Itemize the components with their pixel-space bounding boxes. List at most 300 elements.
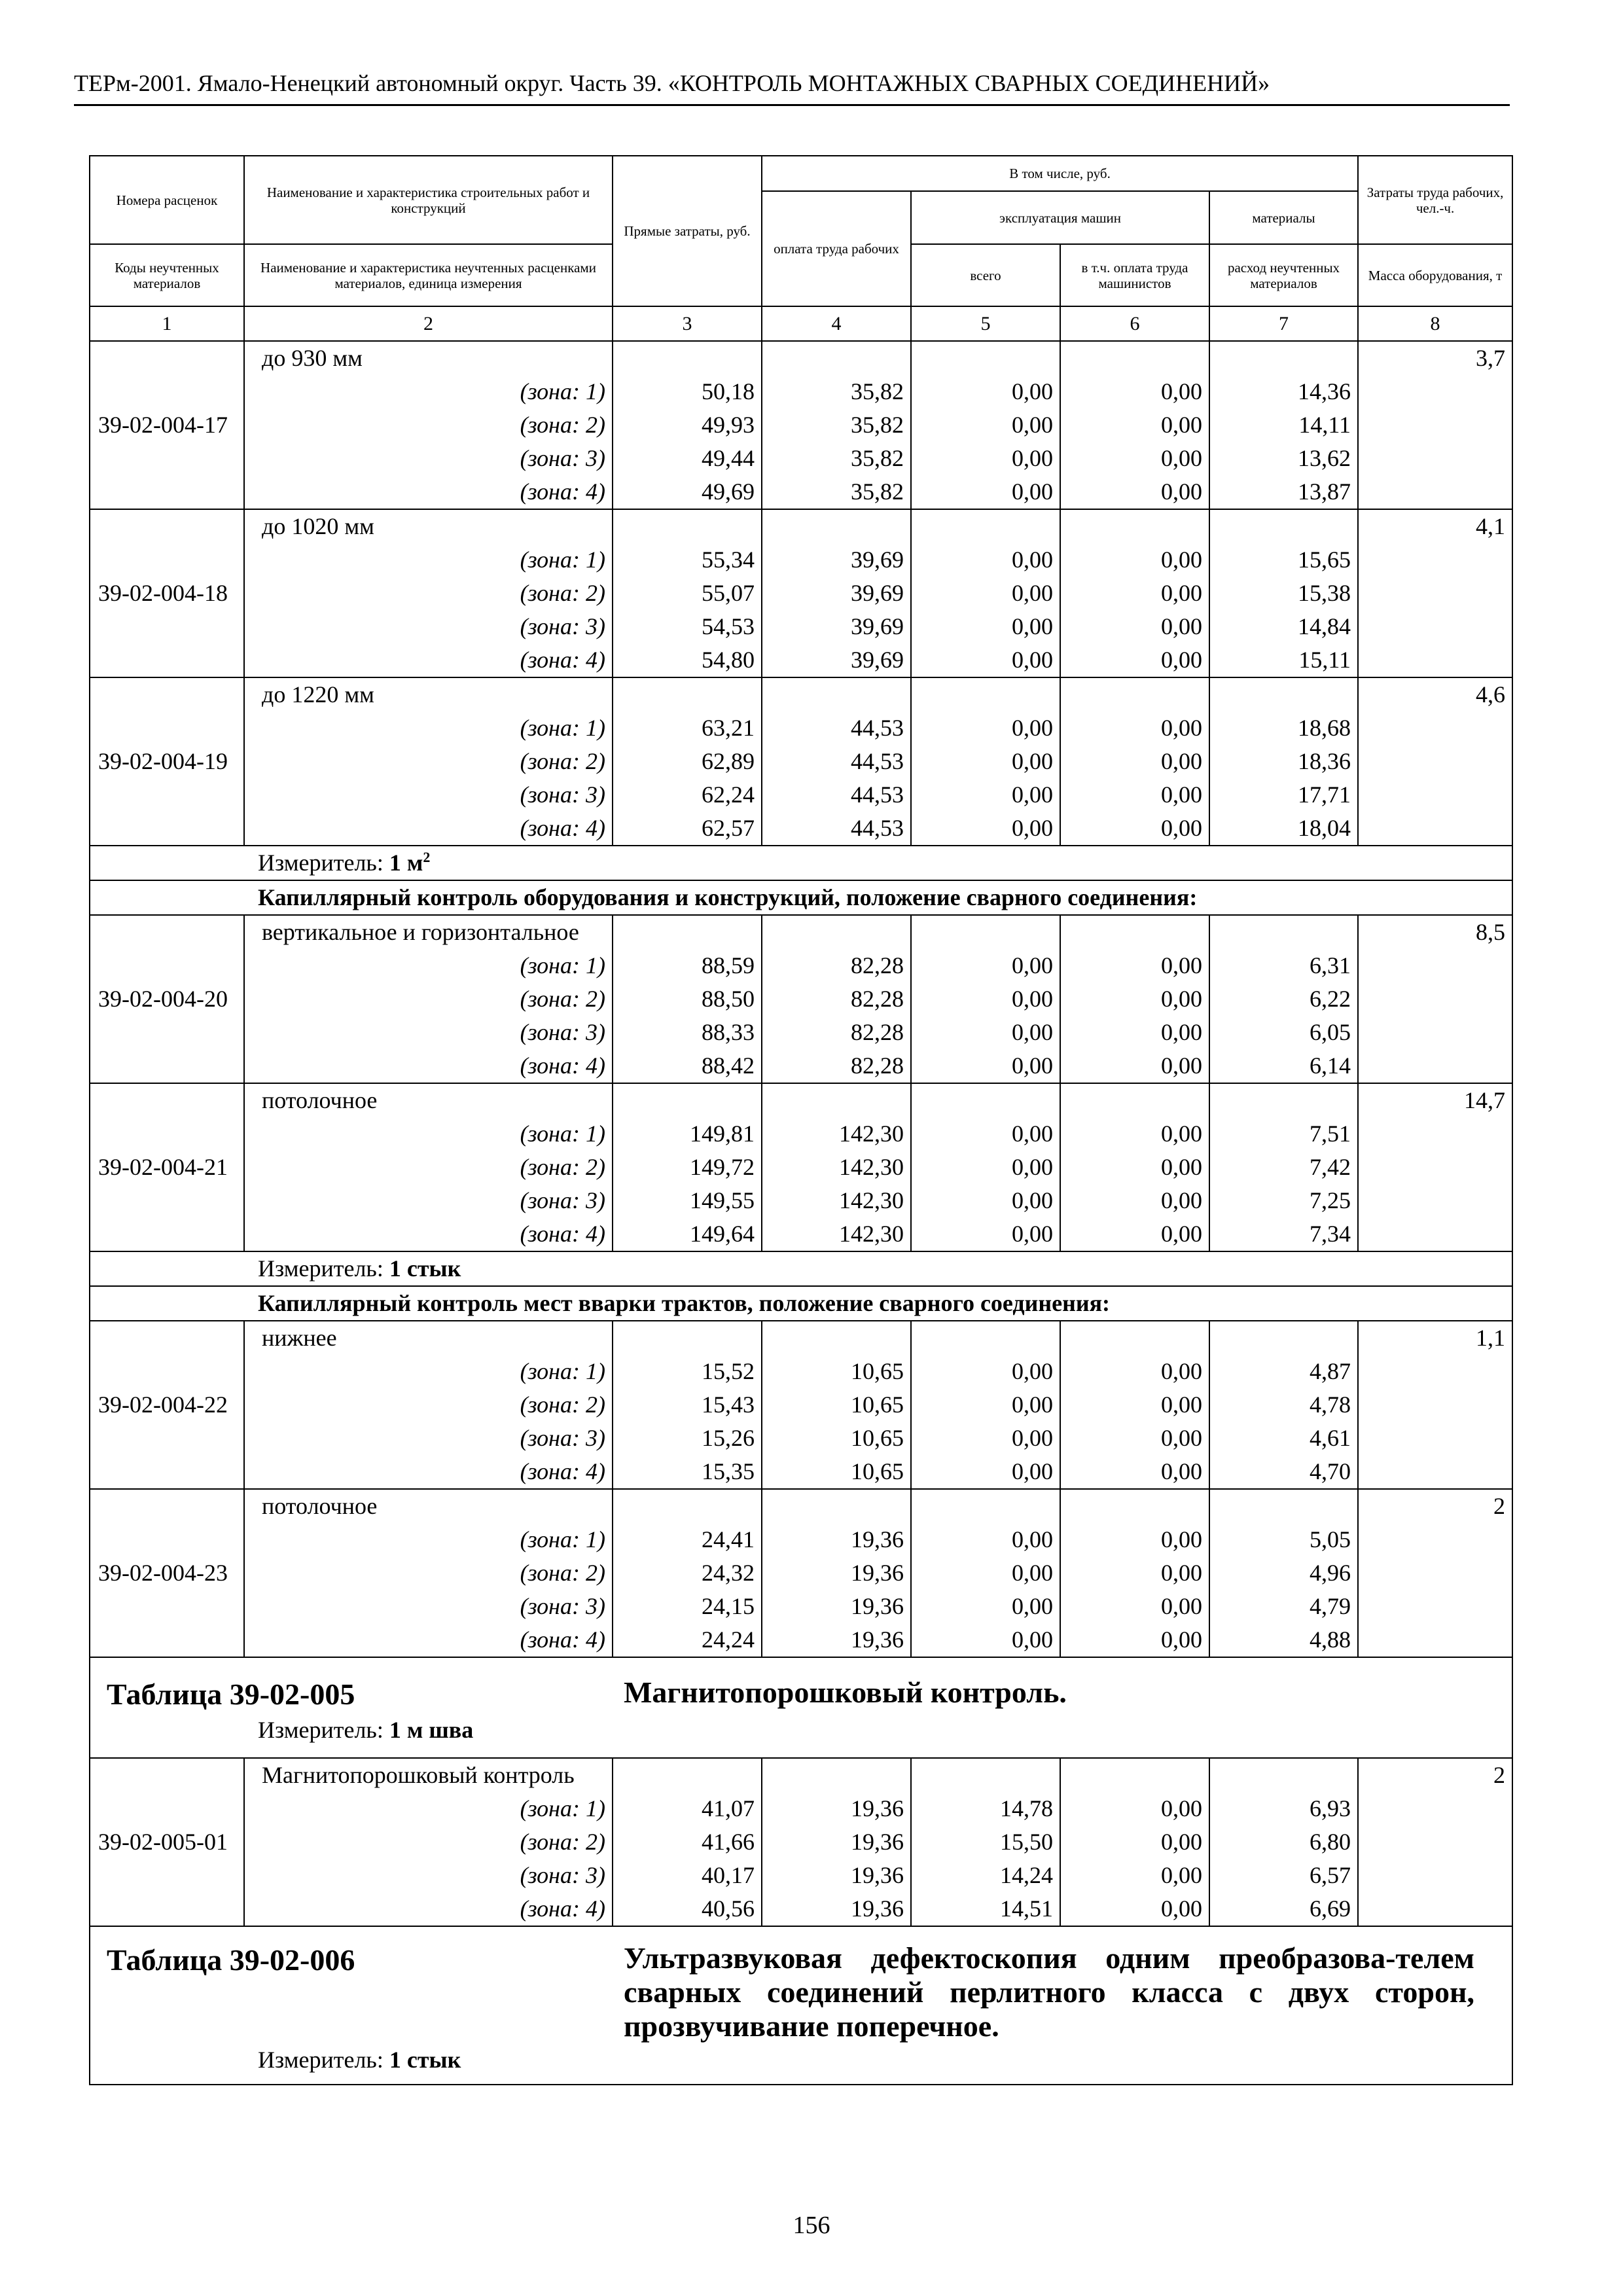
machines-labor-pay: 0,00 xyxy=(1060,1455,1209,1489)
labor-cost: 14,7 xyxy=(1358,1083,1512,1251)
zone-row xyxy=(90,577,1512,610)
materials: 7,51 xyxy=(1209,1117,1358,1151)
machines-labor-pay: 0,00 xyxy=(1060,1623,1209,1657)
direct-cost: 49,69 xyxy=(613,475,762,509)
col-number: 5 xyxy=(911,306,1060,341)
machines-total: 0,00 xyxy=(911,442,1060,475)
materials: 18,68 xyxy=(1209,711,1358,745)
labor-cost: 4,1 xyxy=(1358,509,1512,677)
direct-cost: 62,57 xyxy=(613,812,762,846)
machines-total: 0,00 xyxy=(911,610,1060,643)
machines-total: 0,00 xyxy=(911,1455,1060,1489)
zone-label: (зона: 2) xyxy=(244,982,613,1016)
measure-exponent: 2 xyxy=(423,849,431,865)
labor-cost: 1,1 xyxy=(1358,1321,1512,1489)
measure-value: 1 м шва xyxy=(389,1716,474,1743)
zone-row xyxy=(90,1016,1512,1049)
zone-row xyxy=(90,982,1512,1016)
direct-cost: 149,81 xyxy=(613,1117,762,1151)
machines-total: 0,00 xyxy=(911,543,1060,577)
materials: 6,93 xyxy=(1209,1792,1358,1825)
zone-row xyxy=(90,1792,1512,1825)
zone-label: (зона: 3) xyxy=(244,610,613,643)
col-number: 3 xyxy=(613,306,762,341)
direct-cost: 24,24 xyxy=(613,1623,762,1657)
col-machines-total-header: всего xyxy=(911,244,1060,306)
machines-total: 0,00 xyxy=(911,982,1060,1016)
section-row xyxy=(90,880,1512,915)
zone-label: (зона: 2) xyxy=(244,1556,613,1590)
empty-cell xyxy=(1209,509,1358,543)
machines-total: 0,00 xyxy=(911,1151,1060,1184)
empty-cell xyxy=(1060,677,1209,711)
labor-pay: 10,65 xyxy=(762,1355,911,1388)
materials: 17,71 xyxy=(1209,778,1358,812)
zone-row xyxy=(90,1184,1512,1217)
empty-cell xyxy=(911,1758,1060,1792)
labor-pay: 10,65 xyxy=(762,1422,911,1455)
zone-row xyxy=(90,543,1512,577)
machines-labor-pay: 0,00 xyxy=(1060,1892,1209,1926)
zone-label: (зона: 2) xyxy=(244,408,613,442)
empty-cell xyxy=(911,1321,1060,1355)
materials: 13,62 xyxy=(1209,442,1358,475)
zone-label: (зона: 4) xyxy=(244,1623,613,1657)
machines-labor-pay: 0,00 xyxy=(1060,577,1209,610)
materials: 4,88 xyxy=(1209,1623,1358,1657)
empty-cell xyxy=(762,509,911,543)
zone-label: (зона: 3) xyxy=(244,442,613,475)
materials: 6,05 xyxy=(1209,1016,1358,1049)
labor-pay: 19,36 xyxy=(762,1556,911,1590)
empty-cell xyxy=(762,341,911,375)
labor-pay: 39,69 xyxy=(762,543,911,577)
machines-total: 14,51 xyxy=(911,1892,1060,1926)
measure-line xyxy=(90,1713,1512,1747)
col-name-header: Наименование и характеристика строительных работ и конструкций xyxy=(244,156,613,244)
direct-cost: 88,33 xyxy=(613,1016,762,1049)
empty-cell xyxy=(613,1321,762,1355)
table-name: Магнитопорошковый контроль. xyxy=(624,1675,1067,1709)
zone-row xyxy=(90,1388,1512,1422)
labor-pay: 10,65 xyxy=(762,1455,911,1489)
zone-label: (зона: 2) xyxy=(244,745,613,778)
zone-label: (зона: 1) xyxy=(244,543,613,577)
rate-code: 39-02-004-18 xyxy=(90,509,244,677)
zone-row xyxy=(90,1623,1512,1657)
measure-cell xyxy=(90,846,1512,880)
labor-pay: 39,69 xyxy=(762,577,911,610)
machines-labor-pay: 0,00 xyxy=(1060,711,1209,745)
empty-cell xyxy=(911,509,1060,543)
labor-pay: 19,36 xyxy=(762,1590,911,1623)
col-materials-unaccounted-header: расход неучтенных материалов xyxy=(1209,244,1358,306)
labor-pay: 44,53 xyxy=(762,745,911,778)
zone-label: (зона: 1) xyxy=(244,375,613,408)
materials: 18,36 xyxy=(1209,745,1358,778)
rate-description: потолочное xyxy=(244,1083,613,1117)
labor-pay: 10,65 xyxy=(762,1388,911,1422)
labor-pay: 82,28 xyxy=(762,982,911,1016)
table-title-wrap xyxy=(90,1669,1512,1713)
machines-labor-pay: 0,00 xyxy=(1060,1184,1209,1217)
materials: 6,14 xyxy=(1209,1049,1358,1083)
zone-row xyxy=(90,1859,1512,1892)
labor-pay: 44,53 xyxy=(762,711,911,745)
materials: 14,11 xyxy=(1209,408,1358,442)
machines-total: 0,00 xyxy=(911,643,1060,677)
zone-label: (зона: 3) xyxy=(244,1590,613,1623)
machines-total: 0,00 xyxy=(911,1388,1060,1422)
labor-pay: 19,36 xyxy=(762,1892,911,1926)
empty-cell xyxy=(762,1489,911,1523)
table-title-row xyxy=(90,1926,1512,2085)
empty-cell xyxy=(911,1489,1060,1523)
direct-cost: 55,07 xyxy=(613,577,762,610)
table-number: Таблица 39-02-005 xyxy=(107,1677,355,1711)
empty-cell xyxy=(762,1758,911,1792)
labor-pay: 142,30 xyxy=(762,1184,911,1217)
rate-description: до 1020 мм xyxy=(244,509,613,543)
labor-pay: 82,28 xyxy=(762,949,911,982)
empty-cell xyxy=(911,915,1060,949)
col-code-alt-header: Коды неучтенных материалов xyxy=(90,244,244,306)
zone-label: (зона: 4) xyxy=(244,1455,613,1489)
zone-row xyxy=(90,1590,1512,1623)
direct-cost: 49,93 xyxy=(613,408,762,442)
group-title-row xyxy=(90,341,1512,375)
zone-row xyxy=(90,949,1512,982)
document-header: ТЕРм-2001. Ямало-Ненецкий автономный округ. Часть 39. «КОНТРОЛЬ МОНТАЖНЫХ СВАРНЫХ СОЕДИНЕНИЙ» xyxy=(74,60,1510,106)
measure-value: 1 стык xyxy=(389,2046,461,2073)
zone-label: (зона: 2) xyxy=(244,1388,613,1422)
direct-cost: 62,89 xyxy=(613,745,762,778)
zone-row xyxy=(90,375,1512,408)
zone-row xyxy=(90,1422,1512,1455)
empty-cell xyxy=(1209,1083,1358,1117)
zone-label: (зона: 3) xyxy=(244,1422,613,1455)
zone-row xyxy=(90,745,1512,778)
materials: 6,57 xyxy=(1209,1859,1358,1892)
zone-row xyxy=(90,1355,1512,1388)
machines-total: 14,24 xyxy=(911,1859,1060,1892)
machines-total: 0,00 xyxy=(911,577,1060,610)
col-number: 2 xyxy=(244,306,613,341)
labor-pay: 19,36 xyxy=(762,1523,911,1556)
empty-cell xyxy=(762,677,911,711)
zone-row xyxy=(90,1825,1512,1859)
machines-labor-pay: 0,00 xyxy=(1060,375,1209,408)
direct-cost: 15,26 xyxy=(613,1422,762,1455)
labor-cost: 4,6 xyxy=(1358,677,1512,846)
measure-line xyxy=(90,2043,1512,2077)
empty-cell xyxy=(1209,677,1358,711)
empty-cell xyxy=(1060,1321,1209,1355)
materials: 7,34 xyxy=(1209,1217,1358,1251)
measure-label: Измеритель: xyxy=(258,1716,383,1743)
zone-row xyxy=(90,475,1512,509)
direct-cost: 149,72 xyxy=(613,1151,762,1184)
rate-code: 39-02-004-23 xyxy=(90,1489,244,1657)
empty-cell xyxy=(613,1083,762,1117)
direct-cost: 24,32 xyxy=(613,1556,762,1590)
col-number: 8 xyxy=(1358,306,1512,341)
materials: 7,25 xyxy=(1209,1184,1358,1217)
materials: 4,79 xyxy=(1209,1590,1358,1623)
labor-cost: 2 xyxy=(1358,1758,1512,1926)
zone-label: (зона: 4) xyxy=(244,475,613,509)
zone-row xyxy=(90,1049,1512,1083)
empty-cell xyxy=(613,341,762,375)
empty-cell xyxy=(762,915,911,949)
labor-pay: 35,82 xyxy=(762,442,911,475)
labor-pay: 39,69 xyxy=(762,643,911,677)
labor-pay: 142,30 xyxy=(762,1117,911,1151)
labor-cost: 8,5 xyxy=(1358,915,1512,1083)
direct-cost: 41,07 xyxy=(613,1792,762,1825)
machines-labor-pay: 0,00 xyxy=(1060,812,1209,846)
empty-cell xyxy=(1209,1321,1358,1355)
empty-cell xyxy=(1060,1489,1209,1523)
materials: 5,05 xyxy=(1209,1523,1358,1556)
zone-label: (зона: 1) xyxy=(244,949,613,982)
col-direct-header: Прямые затраты, руб. xyxy=(613,156,762,306)
machines-labor-pay: 0,00 xyxy=(1060,1422,1209,1455)
group-title-row xyxy=(90,1758,1512,1792)
machines-labor-pay: 0,00 xyxy=(1060,643,1209,677)
price-table xyxy=(89,155,1513,2085)
zone-row xyxy=(90,1117,1512,1151)
rate-code: 39-02-004-19 xyxy=(90,677,244,846)
materials: 18,04 xyxy=(1209,812,1358,846)
group-title-row xyxy=(90,915,1512,949)
empty-cell xyxy=(1060,1758,1209,1792)
col-number: 4 xyxy=(762,306,911,341)
machines-labor-pay: 0,00 xyxy=(1060,543,1209,577)
zone-label: (зона: 3) xyxy=(244,1859,613,1892)
direct-cost: 24,15 xyxy=(613,1590,762,1623)
empty-cell xyxy=(911,1083,1060,1117)
measure-row xyxy=(90,846,1512,880)
machines-labor-pay: 0,00 xyxy=(1060,778,1209,812)
zone-row xyxy=(90,1892,1512,1926)
materials: 15,11 xyxy=(1209,643,1358,677)
group-title-row xyxy=(90,677,1512,711)
col-number: 1 xyxy=(90,306,244,341)
machines-total: 0,00 xyxy=(911,949,1060,982)
zone-label: (зона: 1) xyxy=(244,1117,613,1151)
direct-cost: 63,21 xyxy=(613,711,762,745)
table-name: Ультразвуковая дефектоскопия одним преобразова-телем сварных соединений перлитного класса с двух сторон, прозвучивание поперечное. xyxy=(624,1941,1474,2043)
labor-pay: 19,36 xyxy=(762,1792,911,1825)
machines-labor-pay: 0,00 xyxy=(1060,1016,1209,1049)
machines-total: 0,00 xyxy=(911,1623,1060,1657)
measure-row xyxy=(90,1251,1512,1286)
machines-labor-pay: 0,00 xyxy=(1060,1556,1209,1590)
table-title-cell xyxy=(90,1657,1512,1758)
materials: 6,31 xyxy=(1209,949,1358,982)
direct-cost: 40,17 xyxy=(613,1859,762,1892)
empty-cell xyxy=(613,677,762,711)
empty-cell xyxy=(613,509,762,543)
rate-description: до 930 мм xyxy=(244,341,613,375)
section-title: Капиллярный контроль мест вварки трактов, положение сварного соединения: xyxy=(90,1286,1512,1321)
machines-labor-pay: 0,00 xyxy=(1060,982,1209,1016)
empty-cell xyxy=(1209,1489,1358,1523)
empty-cell xyxy=(762,1321,911,1355)
rate-description: Магнитопорошковый контроль xyxy=(244,1758,613,1792)
rate-description: до 1220 мм xyxy=(244,677,613,711)
rate-code: 39-02-004-21 xyxy=(90,1083,244,1251)
labor-pay: 19,36 xyxy=(762,1623,911,1657)
zone-row xyxy=(90,442,1512,475)
empty-cell xyxy=(1060,1083,1209,1117)
materials: 4,70 xyxy=(1209,1455,1358,1489)
zone-label: (зона: 4) xyxy=(244,1049,613,1083)
materials: 4,61 xyxy=(1209,1422,1358,1455)
direct-cost: 41,66 xyxy=(613,1825,762,1859)
zone-row xyxy=(90,812,1512,846)
direct-cost: 55,34 xyxy=(613,543,762,577)
empty-cell xyxy=(1209,341,1358,375)
machines-total: 0,00 xyxy=(911,711,1060,745)
measure-value: 1 м xyxy=(389,850,423,876)
labor-pay: 44,53 xyxy=(762,778,911,812)
machines-labor-pay: 0,00 xyxy=(1060,1523,1209,1556)
page-number: 156 xyxy=(793,2212,830,2239)
empty-cell xyxy=(911,341,1060,375)
zone-label: (зона: 1) xyxy=(244,711,613,745)
empty-cell xyxy=(1060,509,1209,543)
machines-total: 0,00 xyxy=(911,1422,1060,1455)
rate-code: 39-02-004-22 xyxy=(90,1321,244,1489)
zone-label: (зона: 4) xyxy=(244,1892,613,1926)
zone-label: (зона: 2) xyxy=(244,1151,613,1184)
section-title: Капиллярный контроль оборудования и конструкций, положение сварного соединения: xyxy=(90,880,1512,915)
materials: 15,65 xyxy=(1209,543,1358,577)
rate-description: потолочное xyxy=(244,1489,613,1523)
zone-label: (зона: 3) xyxy=(244,1184,613,1217)
labor-pay: 35,82 xyxy=(762,475,911,509)
rate-description: нижнее xyxy=(244,1321,613,1355)
empty-cell xyxy=(613,1758,762,1792)
machines-total: 0,00 xyxy=(911,1590,1060,1623)
labor-pay: 19,36 xyxy=(762,1859,911,1892)
machines-labor-pay: 0,00 xyxy=(1060,408,1209,442)
measure-value: 1 стык xyxy=(389,1255,461,1282)
direct-cost: 15,52 xyxy=(613,1355,762,1388)
col-number: 6 xyxy=(1060,306,1209,341)
machines-total: 0,00 xyxy=(911,778,1060,812)
zone-label: (зона: 3) xyxy=(244,778,613,812)
machines-labor-pay: 0,00 xyxy=(1060,1217,1209,1251)
direct-cost: 54,80 xyxy=(613,643,762,677)
zone-row xyxy=(90,1556,1512,1590)
machines-labor-pay: 0,00 xyxy=(1060,949,1209,982)
table-title-row xyxy=(90,1657,1512,1758)
machines-labor-pay: 0,00 xyxy=(1060,745,1209,778)
machines-total: 0,00 xyxy=(911,1523,1060,1556)
labor-pay: 82,28 xyxy=(762,1049,911,1083)
zone-label: (зона: 4) xyxy=(244,1217,613,1251)
machines-labor-pay: 0,00 xyxy=(1060,1117,1209,1151)
group-title-row xyxy=(90,1083,1512,1117)
zone-row xyxy=(90,1217,1512,1251)
rate-description: вертикальное и горизонтальное xyxy=(244,915,613,949)
zone-label: (зона: 4) xyxy=(244,812,613,846)
col-machines-header: эксплуатация машин xyxy=(911,191,1209,244)
measure-label: Измеритель: xyxy=(258,850,383,876)
labor-pay: 142,30 xyxy=(762,1217,911,1251)
zone-row xyxy=(90,1455,1512,1489)
measure-label: Измеритель: xyxy=(258,1255,383,1282)
zone-row xyxy=(90,778,1512,812)
col-labor-header: Затраты труда рабочих, чел.-ч. xyxy=(1358,156,1512,244)
empty-cell xyxy=(911,677,1060,711)
materials: 15,38 xyxy=(1209,577,1358,610)
labor-cost: 3,7 xyxy=(1358,341,1512,509)
machines-total: 0,00 xyxy=(911,408,1060,442)
col-code-header: Номера расценок xyxy=(90,156,244,244)
zone-row xyxy=(90,1523,1512,1556)
machines-labor-pay: 0,00 xyxy=(1060,442,1209,475)
measure-label: Измеритель: xyxy=(258,2046,383,2073)
zone-row xyxy=(90,1151,1512,1184)
group-title-row xyxy=(90,509,1512,543)
empty-cell xyxy=(1060,341,1209,375)
materials: 4,78 xyxy=(1209,1388,1358,1422)
zone-label: (зона: 1) xyxy=(244,1355,613,1388)
machines-total: 0,00 xyxy=(911,1184,1060,1217)
zone-label: (зона: 3) xyxy=(244,1016,613,1049)
materials: 14,36 xyxy=(1209,375,1358,408)
materials: 13,87 xyxy=(1209,475,1358,509)
zone-row xyxy=(90,711,1512,745)
materials: 6,80 xyxy=(1209,1825,1358,1859)
zone-label: (зона: 4) xyxy=(244,643,613,677)
zone-row xyxy=(90,610,1512,643)
machines-labor-pay: 0,00 xyxy=(1060,1151,1209,1184)
group-title-row xyxy=(90,1489,1512,1523)
table-number: Таблица 39-02-006 xyxy=(107,1943,355,1977)
labor-pay: 19,36 xyxy=(762,1825,911,1859)
materials: 4,87 xyxy=(1209,1355,1358,1388)
direct-cost: 88,50 xyxy=(613,982,762,1016)
direct-cost: 62,24 xyxy=(613,778,762,812)
section-row xyxy=(90,1286,1512,1321)
machines-labor-pay: 0,00 xyxy=(1060,1355,1209,1388)
machines-labor-pay: 0,00 xyxy=(1060,610,1209,643)
labor-pay: 35,82 xyxy=(762,375,911,408)
zone-label: (зона: 1) xyxy=(244,1792,613,1825)
rate-code: 39-02-005-01 xyxy=(90,1758,244,1926)
machines-total: 0,00 xyxy=(911,1217,1060,1251)
materials: 6,22 xyxy=(1209,982,1358,1016)
direct-cost: 149,64 xyxy=(613,1217,762,1251)
col-number: 7 xyxy=(1209,306,1358,341)
machines-total: 0,00 xyxy=(911,1016,1060,1049)
empty-cell xyxy=(1060,915,1209,949)
machines-total: 0,00 xyxy=(911,812,1060,846)
materials: 7,42 xyxy=(1209,1151,1358,1184)
machines-total: 0,00 xyxy=(911,1117,1060,1151)
col-labor-pay-header: оплата труда рабочих xyxy=(762,191,911,306)
labor-pay: 35,82 xyxy=(762,408,911,442)
machines-labor-pay: 0,00 xyxy=(1060,1590,1209,1623)
machines-total: 15,50 xyxy=(911,1825,1060,1859)
table-title-wrap xyxy=(90,1935,1512,2043)
zone-label: (зона: 2) xyxy=(244,577,613,610)
